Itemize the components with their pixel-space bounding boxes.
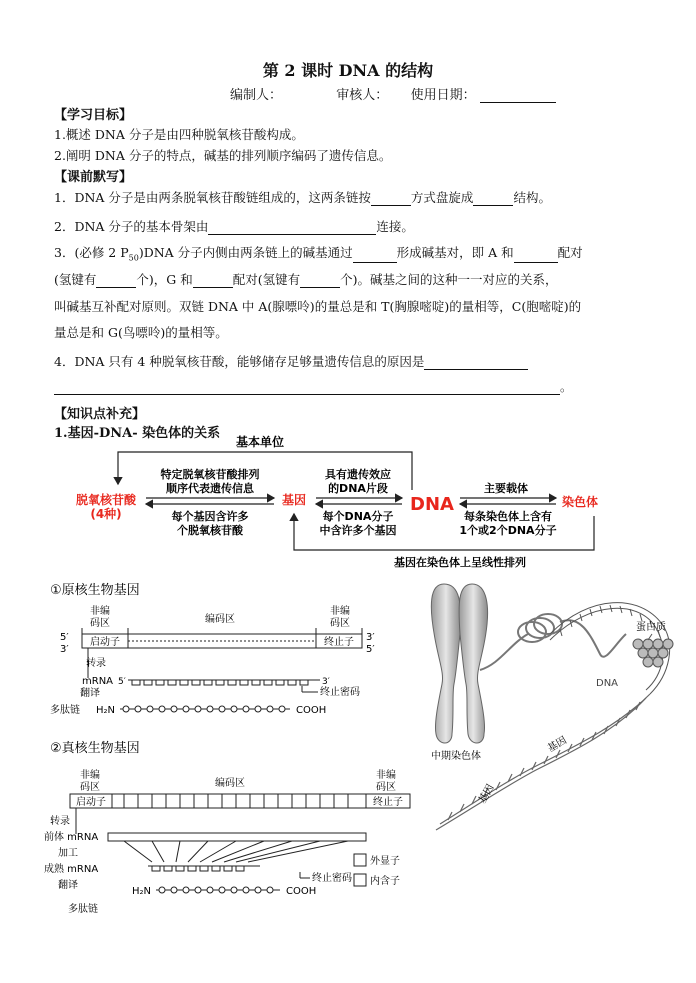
question-3-line-2 xyxy=(54,270,558,288)
q4-blank-1[interactable] xyxy=(424,357,528,370)
q3-blank-4[interactable] xyxy=(193,275,233,288)
euk-pre-mrna-bar xyxy=(108,833,366,841)
edge-2-top-2: 的DNA片段 xyxy=(328,482,388,495)
prok-peptide-chain xyxy=(120,706,290,712)
bottom-label: 基因在染色体上呈线性排列 xyxy=(394,556,526,569)
date-label: 使用日期： xyxy=(410,88,476,103)
q1-blank-2[interactable] xyxy=(473,193,513,206)
q4-blank-2[interactable] xyxy=(54,382,560,395)
euk-translate: 翻译 xyxy=(58,880,78,891)
question-3-line-1 xyxy=(54,243,583,263)
euk-splicing-lines xyxy=(124,841,348,862)
q3-text-c: 形成碱基对，即 A 和 xyxy=(396,245,514,260)
prok-5-right: 5′ xyxy=(366,644,375,655)
q1-text-c: 结构。 xyxy=(513,190,551,205)
q2-blank[interactable] xyxy=(208,222,376,235)
question-1 xyxy=(54,188,551,206)
edge-3-bottom-1: 每条染色体上含有 xyxy=(464,510,552,523)
prok-transcribe: 转录 xyxy=(86,658,106,669)
prok-codons xyxy=(132,680,308,685)
metaphase-chromosome xyxy=(431,584,487,743)
question-4 xyxy=(54,352,528,370)
objective-2: 2.阐明 DNA 分子的特点，碱基的排列顺序编码了遗传信息。 xyxy=(54,148,392,163)
euk-pre-mrna: 前体 mRNA xyxy=(44,832,99,843)
euk-code-label: 编码区 xyxy=(215,778,245,789)
edge-2-top-1: 具有遗传效应 xyxy=(325,468,391,481)
euk-process: 加工 xyxy=(58,848,78,859)
gene-label-2: 基因 xyxy=(477,782,497,806)
prok-h2n: H₂N xyxy=(96,705,116,716)
q1-text-a: 1．DNA 分子是由两条脱氧核苷酸链组成的，这两条链按 xyxy=(54,190,371,205)
q3-text-f: 个)，G 和 xyxy=(136,272,193,287)
q2-text-b: 连接。 xyxy=(376,219,414,234)
question-3-line-3: 叫碱基互补配对原则。双链 DNA 中 A(腺嘌呤)的量总是和 T(胸腺嘧啶)的量相等，C(胞嘧啶)的 xyxy=(54,299,582,314)
euk-h2n: H₂N xyxy=(132,886,152,897)
q2-text-a: 2．DNA 分子的基本骨架由 xyxy=(54,219,209,234)
euk-noncode-right-1: 非编 xyxy=(376,770,396,781)
gene-label-1: 基因 xyxy=(546,735,569,755)
prok-mrna-3: 3′ xyxy=(322,677,330,687)
histone-cluster xyxy=(633,639,673,667)
chromosome-illustration xyxy=(400,574,690,834)
dna-label: DNA xyxy=(596,678,619,689)
edge-3-bottom-2: 1个或2个DNA分子 xyxy=(459,524,557,537)
edge-1-top-2: 顺序代表遗传信息 xyxy=(166,482,254,495)
q3-text-h: 个)。碱基之间的这种一一对应的关系， xyxy=(340,272,558,287)
euk-noncode-left-1: 非编 xyxy=(80,770,100,781)
edge-1-bottom-1: 每个基因含许多 xyxy=(171,510,249,523)
euk-peptide-chain xyxy=(156,887,280,893)
eukaryote-title: ②真核生物基因 xyxy=(50,741,140,756)
prok-3-left: 3′ xyxy=(60,644,69,655)
edge-1-top-1: 特定脱氧核苷酸排列 xyxy=(160,468,260,481)
page-title: 第 2 课时 DNA 的结构 xyxy=(262,61,434,80)
objectives-heading: 【学习目标】 xyxy=(54,108,133,123)
prok-noncode-right-2: 码区 xyxy=(330,618,350,629)
supplement-sub-1: 1.基因-DNA- 染色体的关系 xyxy=(54,426,221,441)
prokaryote-gene-diagram xyxy=(40,576,400,720)
prok-translate: 翻译 xyxy=(80,688,100,699)
prok-code-label: 编码区 xyxy=(205,614,235,625)
node-dna: DNA xyxy=(410,494,454,515)
chromatin-coil xyxy=(480,614,626,670)
prok-mrna-5: 5′ xyxy=(118,677,126,687)
euk-peptide-label: 多肽链 xyxy=(68,904,98,915)
date-blank[interactable] xyxy=(480,90,556,103)
euk-codons xyxy=(152,866,244,871)
euk-mature-mrna: 成熟 mRNA xyxy=(44,864,99,875)
prok-5-left: 5′ xyxy=(60,632,69,643)
euk-transcribe: 转录 xyxy=(50,816,70,827)
top-label: 基本单位 xyxy=(235,435,285,449)
objective-1: 1.概述 DNA 分子是由四种脱氧核苷酸构成。 xyxy=(54,127,304,142)
q4-text: 4．DNA 只有 4 种脱氧核苷酸，能够储存足够量遗传信息的原因是 xyxy=(54,354,425,369)
euk-cooh: COOH xyxy=(286,886,317,897)
euk-noncode-right-2: 码区 xyxy=(376,782,396,793)
exon-legend-box xyxy=(354,854,366,866)
editor-label: 编制人： xyxy=(230,88,283,103)
gene-dna-chromosome-diagram xyxy=(60,432,620,572)
supplement-heading: 【知识点补充】 xyxy=(54,407,146,422)
intron-legend-box xyxy=(354,874,366,886)
node-deoxynucleotide-count: (4种) xyxy=(90,507,122,521)
prewrite-heading: 【课前默写】 xyxy=(54,170,133,185)
meta-line xyxy=(230,84,556,103)
exon-legend: 外显子 xyxy=(370,856,400,867)
prokaryote-title: ①原核生物基因 xyxy=(50,583,140,598)
question-4-line-2 xyxy=(54,378,572,395)
edge-2-bottom-2: 中含许多个基因 xyxy=(319,524,397,537)
eukaryote-gene-diagram xyxy=(40,734,420,920)
prok-3-right: 3′ xyxy=(366,632,375,643)
euk-noncode-left-2: 码区 xyxy=(80,782,100,793)
q3-text-a: 3．(必修 2 P xyxy=(54,245,129,260)
reviewer-label: 审核人： xyxy=(336,88,389,103)
q3-blank-5[interactable] xyxy=(300,275,340,288)
intron-legend: 内含子 xyxy=(370,876,400,887)
question-2 xyxy=(54,217,414,235)
edge-1-bottom-2: 个脱氧核苷酸 xyxy=(177,524,243,537)
q3-text-b: )DNA 分子内侧由两条链上的碱基通过 xyxy=(138,245,353,260)
q3-blank-3[interactable] xyxy=(96,275,136,288)
node-chromosome: 染色体 xyxy=(561,495,599,509)
q3-sub: 50 xyxy=(128,253,139,263)
prok-noncode-left-1: 非编 xyxy=(90,606,110,617)
q3-text-d: 配对 xyxy=(557,245,583,260)
euk-promoter: 启动子 xyxy=(76,797,106,808)
q3-blank-1[interactable] xyxy=(353,250,397,263)
prok-terminator: 终止子 xyxy=(324,637,354,648)
node-deoxynucleotide: 脱氧核苷酸 xyxy=(75,493,137,507)
prok-promoter: 启动子 xyxy=(90,637,120,648)
prok-cooh: COOH xyxy=(296,705,327,716)
prok-noncode-right-1: 非编 xyxy=(330,606,350,617)
q3-text-e: (氢键有 xyxy=(54,272,97,287)
euk-dna-strand xyxy=(70,794,410,808)
prok-noncode-left-2: 码区 xyxy=(90,618,110,629)
prok-peptide-label: 多肽链 xyxy=(50,705,80,716)
q3-blank-2[interactable] xyxy=(514,250,558,263)
q4-end: 。 xyxy=(560,380,573,394)
q3-text-g: 配对(氢键有 xyxy=(232,272,301,287)
question-3-line-4: 量总是和 G(鸟嘌呤)的量相等。 xyxy=(54,325,228,340)
edge-2-bottom-1: 每个DNA分子 xyxy=(322,510,394,523)
prok-mrna-label: mRNA xyxy=(82,676,114,687)
euk-terminator: 终止子 xyxy=(373,797,403,808)
prok-stop-codon: 终止密码 xyxy=(320,687,360,698)
euk-stop-codon: 终止密码 xyxy=(312,873,352,884)
metaphase-label: 中期染色体 xyxy=(431,751,481,762)
q1-blank-1[interactable] xyxy=(371,193,411,206)
q1-text-b: 方式盘旋成 xyxy=(410,190,474,205)
node-gene: 基因 xyxy=(281,493,307,507)
protein-label: 蛋白质 xyxy=(636,622,666,633)
edge-3-top: 主要载体 xyxy=(484,482,528,495)
